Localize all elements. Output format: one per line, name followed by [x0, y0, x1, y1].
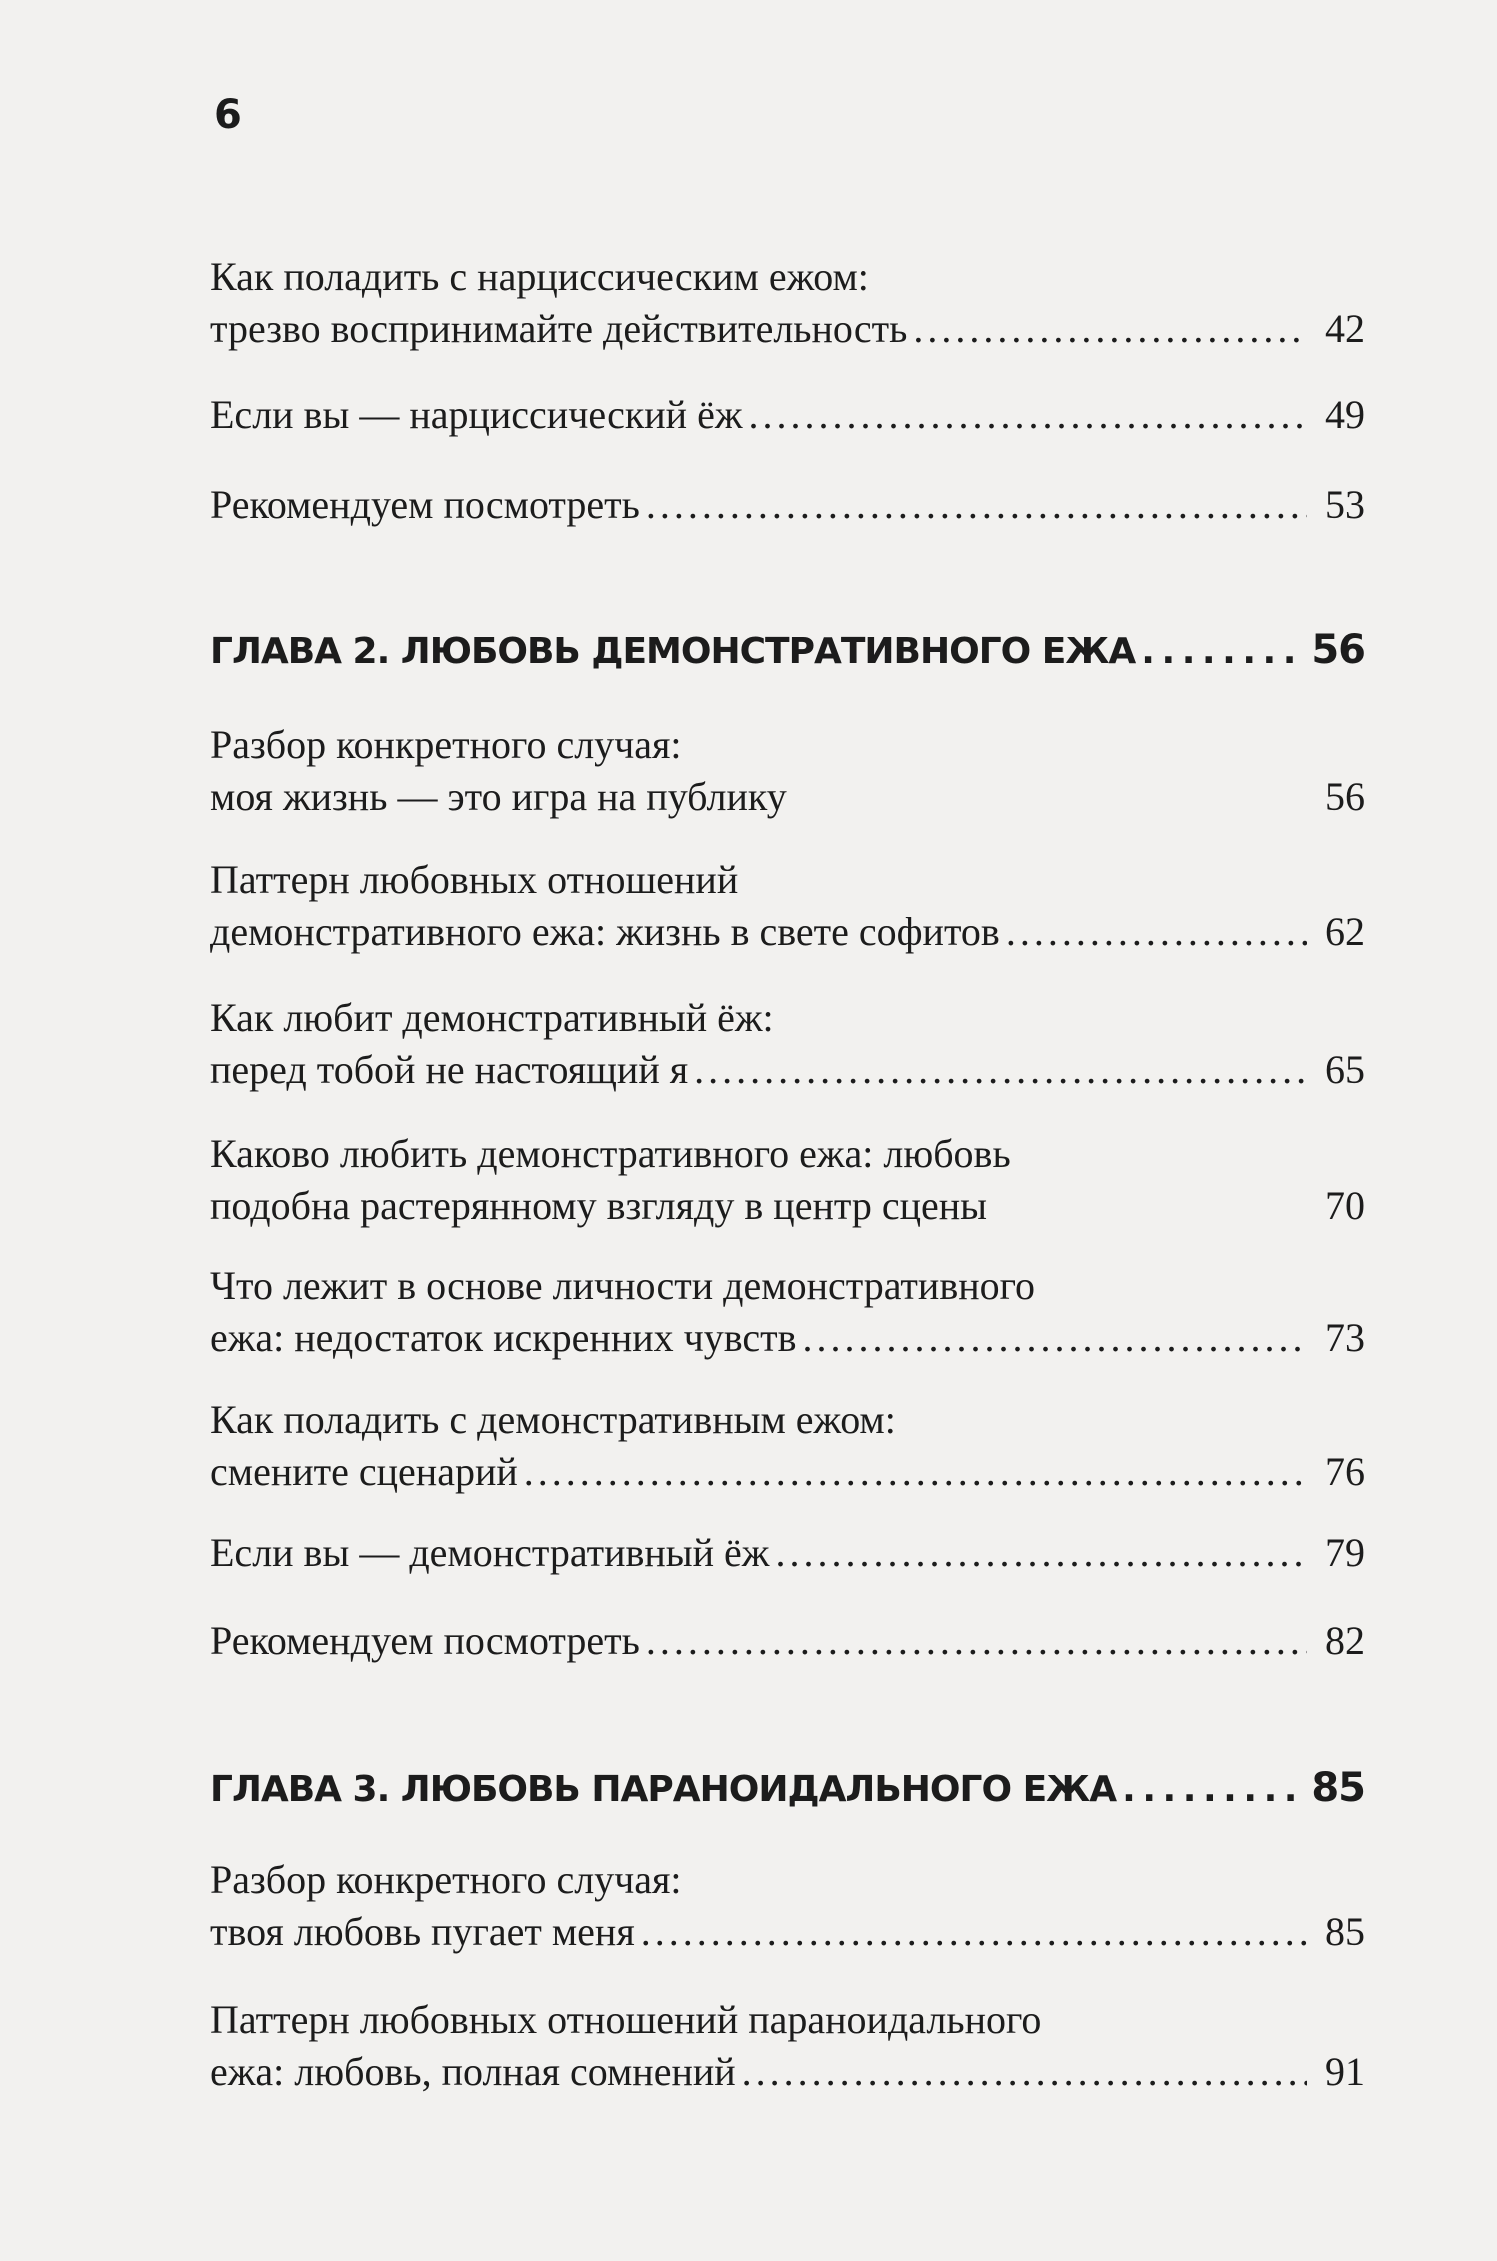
toc-entry[interactable] [210, 1854, 1365, 1958]
entry-text: Паттерн любовных отношений [210, 857, 739, 902]
entry-text: Разбор конкретного случая: [210, 1857, 682, 1902]
entry-page: 70 [1325, 1183, 1365, 1228]
entry-page: 85 [1311, 1765, 1365, 1811]
entry-page: 82 [1325, 1618, 1365, 1663]
chapter-title: ГЛАВА 3. ЛЮБОВЬ ПАРАНОИДАЛЬНОГО ЕЖА [210, 1769, 1117, 1810]
entry-page: 62 [1325, 909, 1365, 954]
dot-leader [803, 1312, 1307, 1364]
entry-text: Паттерн любовных отношений параноидального [210, 1997, 1042, 2042]
entry-text: ежа: недостаток искренних чувств [210, 1315, 797, 1360]
dot-leader [748, 389, 1307, 441]
toc-entry[interactable] [210, 1260, 1365, 1364]
dot-leader [1141, 626, 1305, 678]
dot-leader [1122, 1764, 1305, 1816]
entry-page: 49 [1325, 392, 1365, 437]
dot-leader [742, 2046, 1307, 2098]
entry-text: Как поладить с нарциссическим ежом: [210, 254, 869, 299]
toc-entry[interactable] [210, 1994, 1365, 2098]
toc-entry[interactable] [210, 1615, 1365, 1667]
entry-text: Рекомендуем посмотреть [210, 1618, 640, 1663]
entry-text: Разбор конкретного случая: [210, 722, 682, 767]
toc-chapter-3[interactable] [210, 1762, 1365, 1816]
entry-text: подобна растерянному взгляду в центр сцены [210, 1183, 988, 1228]
entry-page: 56 [1325, 774, 1365, 819]
entry-text: демонстративного ежа: жизнь в свете софитов [210, 909, 1000, 954]
dot-leader [913, 303, 1307, 355]
entry-page: 53 [1325, 482, 1365, 527]
entry-page: 73 [1325, 1315, 1365, 1360]
toc-entry[interactable] [210, 1394, 1365, 1498]
entry-text: моя жизнь — это игра на публику [210, 774, 787, 819]
entry-page: 56 [1311, 627, 1365, 673]
entry-page: 85 [1325, 1909, 1365, 1954]
toc-entry[interactable] [210, 479, 1365, 531]
entry-text: Каково любить демонстративного ежа: любовь [210, 1131, 1011, 1176]
entry-text: твоя любовь пугает меня [210, 1909, 635, 1954]
entry-text: Как поладить с демонстративным ежом: [210, 1397, 896, 1442]
dot-leader [1006, 906, 1307, 958]
entry-text: Рекомендуем посмотреть [210, 482, 640, 527]
entry-text: ежа: любовь, полная сомнений [210, 2049, 736, 2094]
dot-leader [775, 1527, 1307, 1579]
page-number: 6 [214, 92, 242, 138]
entry-text: трезво воспринимайте действительность [210, 306, 908, 351]
toc-entry[interactable] [210, 1128, 1365, 1232]
entry-page: 91 [1325, 2049, 1365, 2094]
dot-leader [524, 1446, 1307, 1498]
entry-text: перед тобой не настоящий я [210, 1047, 689, 1092]
entry-text: Если вы — демонстративный ёж [210, 1530, 770, 1575]
entry-page: 65 [1325, 1047, 1365, 1092]
dot-leader [641, 1906, 1307, 1958]
entry-page: 42 [1325, 306, 1365, 351]
chapter-title: ГЛАВА 2. ЛЮБОВЬ ДЕМОНСТРАТИВНОГО ЕЖА [210, 631, 1136, 672]
toc-entry[interactable] [210, 1527, 1365, 1579]
toc-entry[interactable] [210, 251, 1365, 355]
toc-entry[interactable] [210, 719, 1365, 823]
entry-page: 79 [1325, 1530, 1365, 1575]
toc-chapter-2[interactable] [210, 624, 1365, 678]
entry-page: 76 [1325, 1449, 1365, 1494]
dot-leader [646, 479, 1307, 531]
toc-entry[interactable] [210, 854, 1365, 958]
dot-leader [646, 1615, 1307, 1667]
dot-leader [694, 1044, 1307, 1096]
toc-entry[interactable] [210, 992, 1365, 1096]
entry-text: смените сценарий [210, 1449, 518, 1494]
entry-text: Что лежит в основе личности демонстративного [210, 1263, 1036, 1308]
entry-text: Как любит демонстративный ёж: [210, 995, 774, 1040]
entry-text: Если вы — нарциссический ёж [210, 392, 743, 437]
toc-entry[interactable] [210, 389, 1365, 441]
